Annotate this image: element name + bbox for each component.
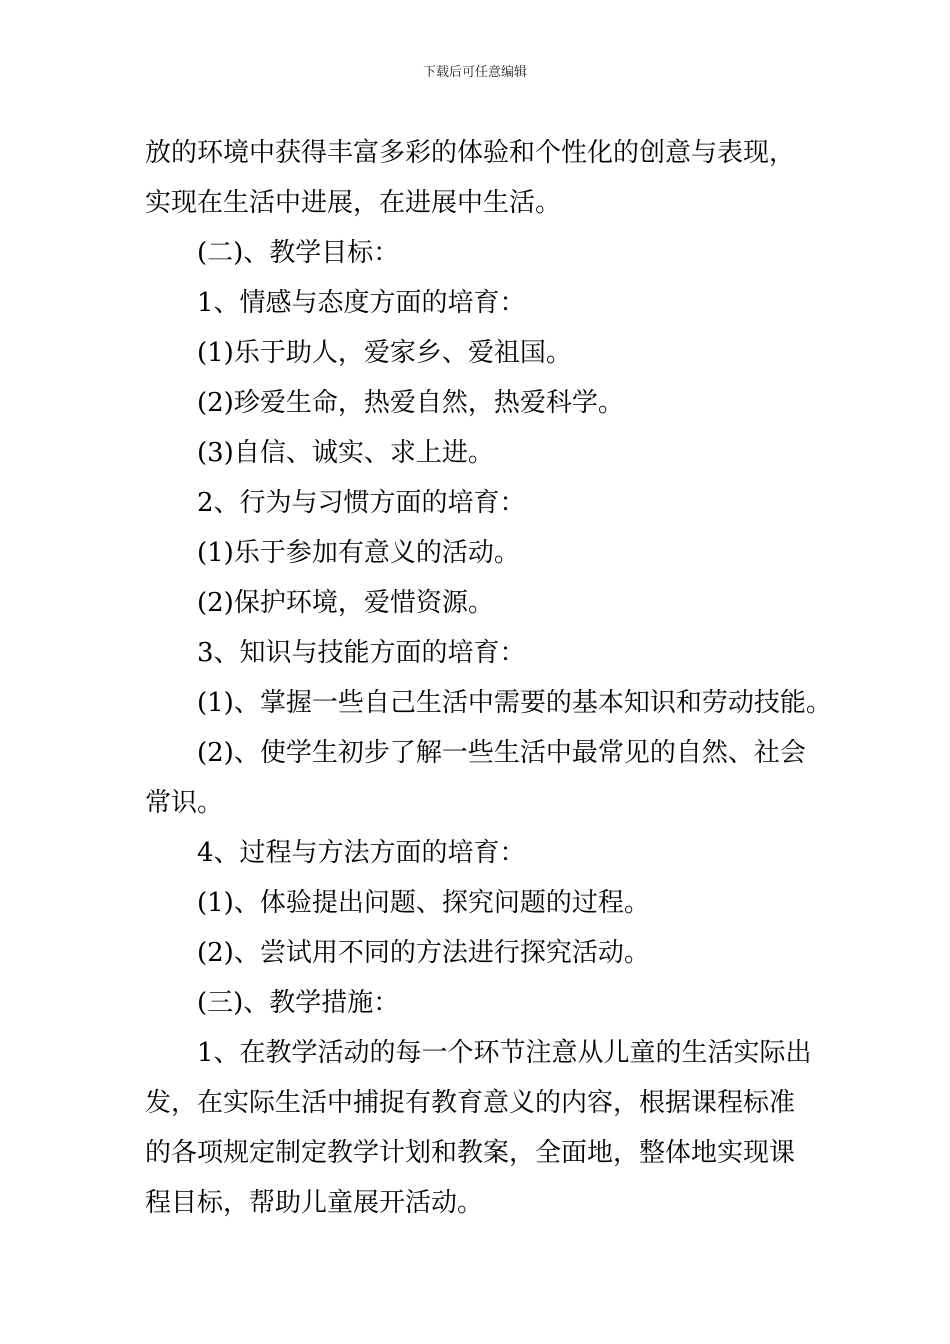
list-item: (2)保护环境，爱惜资源。 — [197, 588, 494, 618]
paragraph-line: 的各项规定制定教学计划和教案，全面地，整体地实现课 — [145, 1138, 796, 1168]
list-item: (1)、体验提出问题、探究问题的过程。 — [197, 888, 650, 918]
section-heading-measures: (三)、教学措施： — [197, 988, 400, 1018]
list-item: (1)乐于助人，爱家乡、爱祖国。 — [197, 338, 572, 368]
list-item: (2)珍爱生命，热爱自然，热爱科学。 — [197, 388, 624, 418]
list-item-continuation: 常识。 — [145, 788, 224, 818]
list-item: (3)自信、诚实、求上进。 — [197, 438, 494, 468]
list-item: (1)、掌握一些自己生活中需要的基本知识和劳动技能。 — [197, 688, 832, 718]
subheading-process-methods: 4、过程与方法方面的培育： — [197, 838, 526, 868]
subheading-knowledge-skills: 3、知识与技能方面的培育： — [197, 638, 526, 668]
paragraph-line: 发，在实际生活中捕捉有教育意义的内容，根据课程标准 — [145, 1088, 796, 1118]
paragraph-line: 1、在教学活动的每一个环节注意从儿童的生活实际出 — [197, 1038, 812, 1068]
paragraph-line: 程目标，帮助儿童展开活动。 — [145, 1188, 484, 1218]
list-item: (1)乐于参加有意义的活动。 — [197, 538, 520, 568]
section-heading-objectives: (二)、教学目标： — [197, 238, 400, 268]
subheading-behavior-habits: 2、行为与习惯方面的培育： — [197, 488, 526, 518]
text-line-1: 放的环境中获得丰富多彩的体验和个性化的创意与表现， — [145, 138, 796, 168]
subheading-emotion-attitude: 1、情感与态度方面的培育： — [197, 288, 526, 318]
list-item: (2)、尝试用不同的方法进行探究活动。 — [197, 938, 650, 968]
list-item: (2)、使学生初步了解一些生活中最常见的自然、社会 — [197, 738, 806, 768]
page-header: 下载后可任意编辑 — [422, 65, 527, 80]
text-line-2: 实现在生活中进展，在进展中生活。 — [145, 188, 562, 218]
document-body — [145, 128, 832, 1228]
